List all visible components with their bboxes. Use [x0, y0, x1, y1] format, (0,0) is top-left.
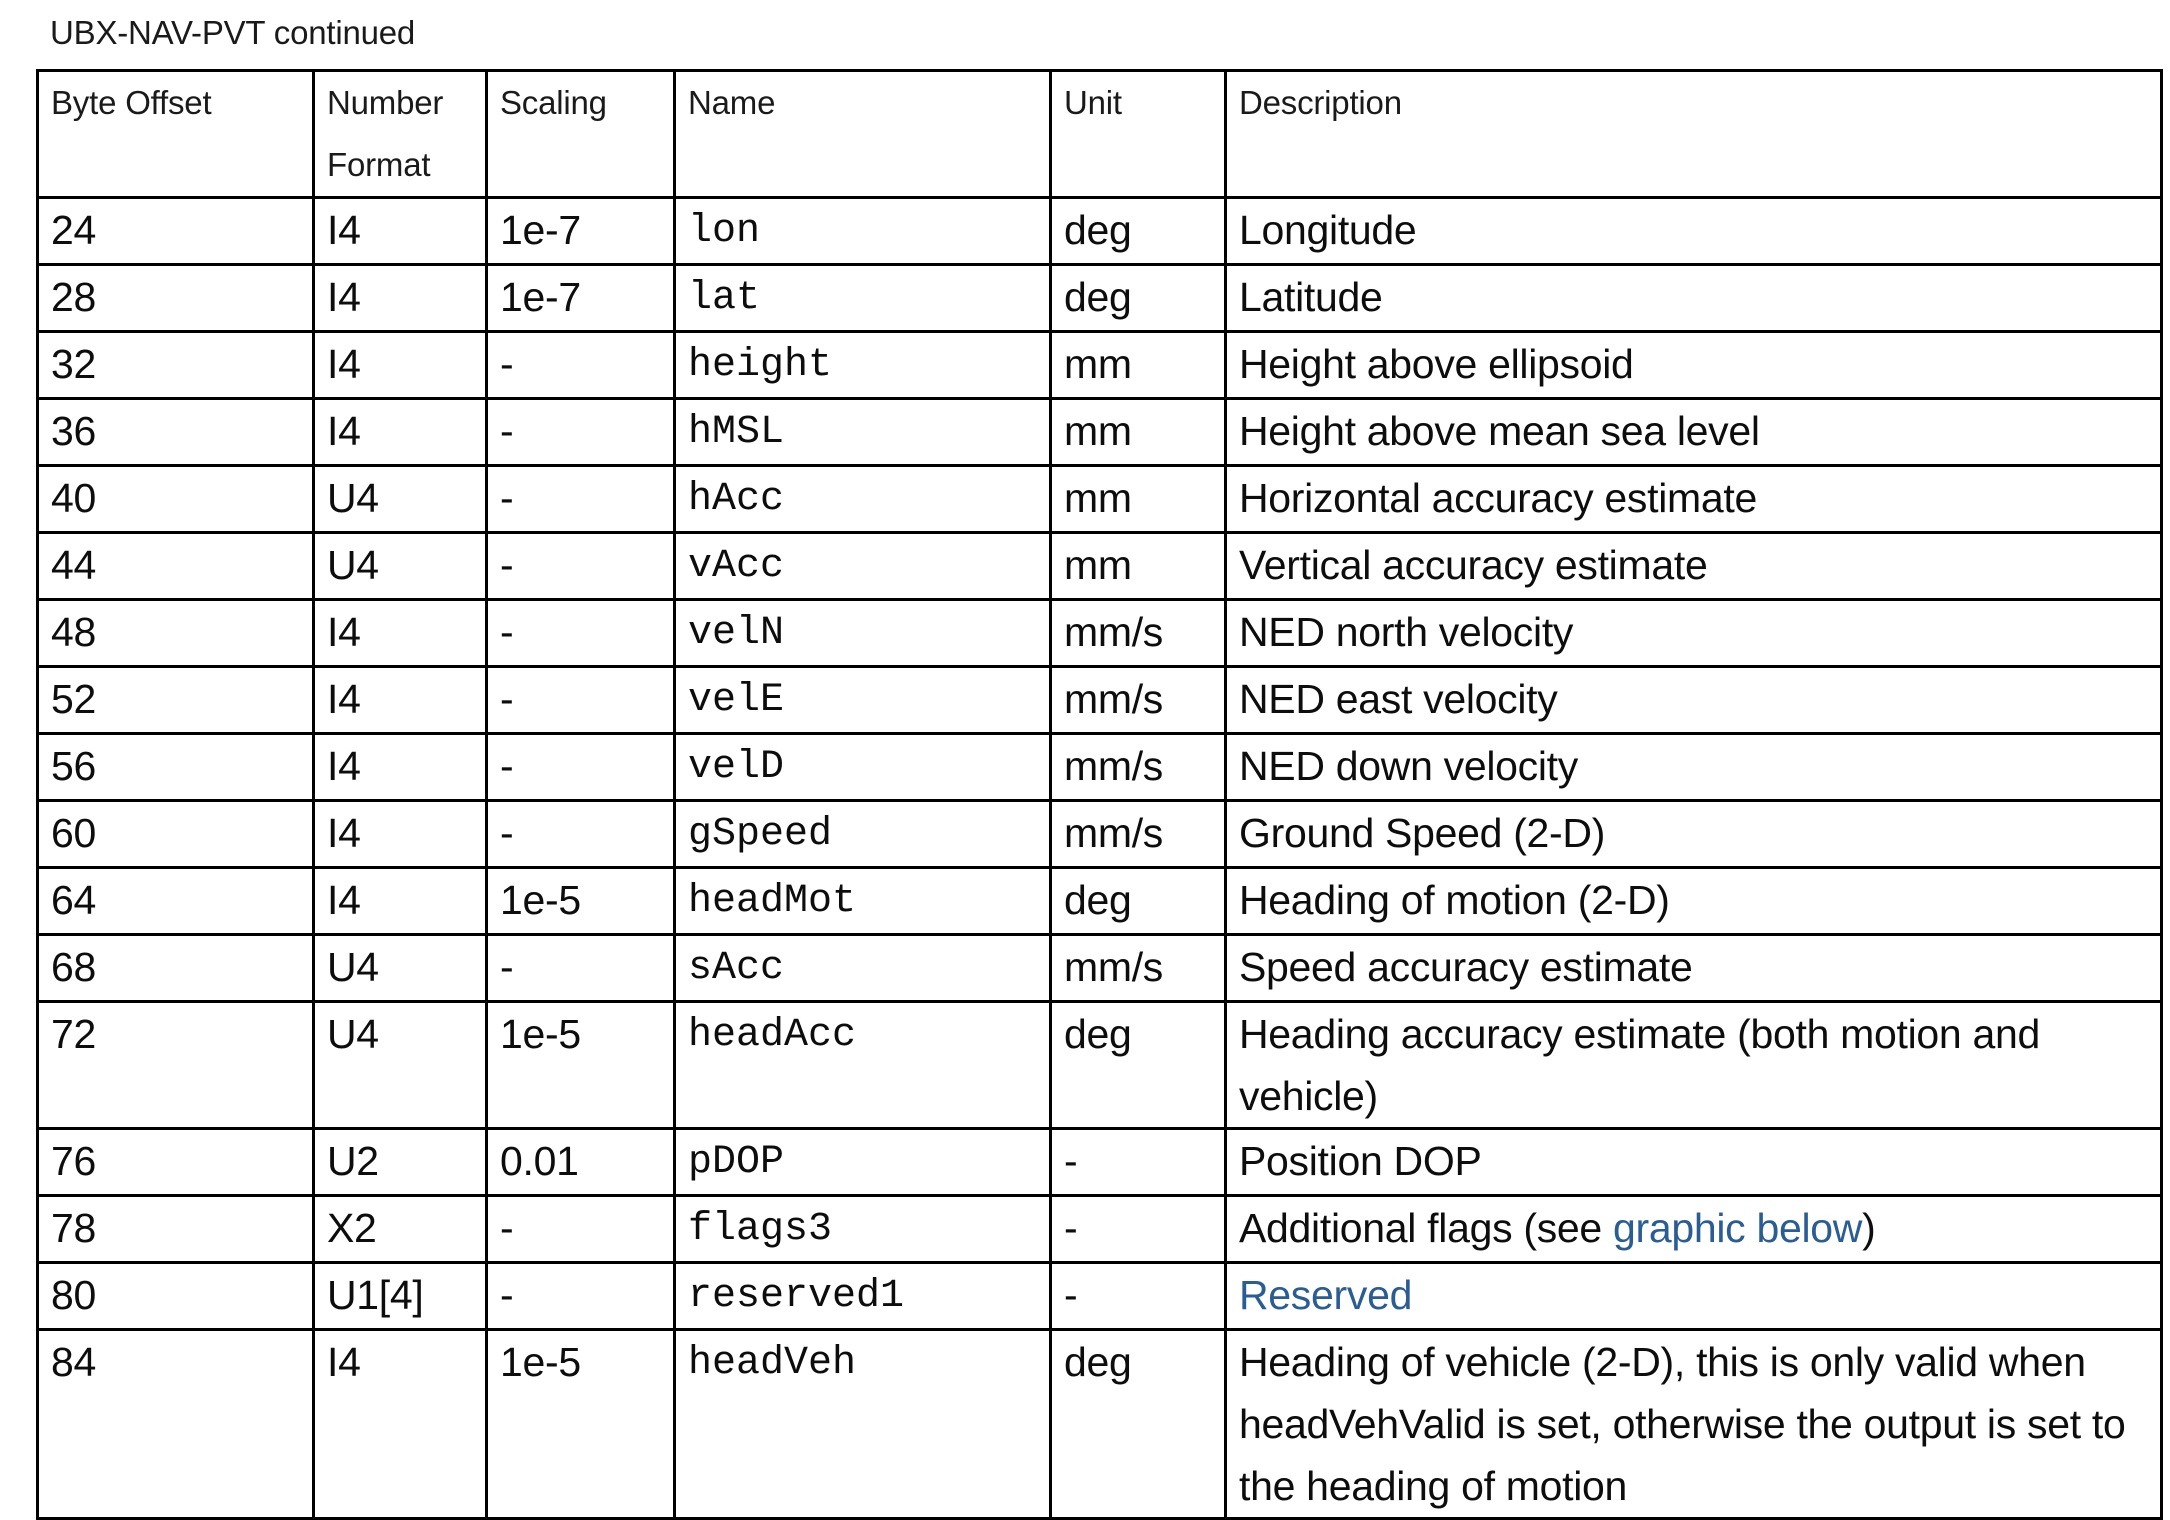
cell-number-format: I4 — [314, 198, 487, 265]
cell-field-name: hMSL — [675, 399, 1051, 466]
cell-number-format: I4 — [314, 868, 487, 935]
cell-number-format: I4 — [314, 1330, 487, 1519]
table-row — [38, 1263, 2162, 1330]
cell-unit: mm/s — [1051, 935, 1226, 1002]
cell-scaling: 1e-5 — [487, 1002, 675, 1129]
header-description: Description — [1226, 71, 2162, 198]
cell-description: Latitude — [1226, 265, 2162, 332]
cell-scaling: 0.01 — [487, 1129, 675, 1196]
cell-description: NED down velocity — [1226, 734, 2162, 801]
table-row — [38, 935, 2162, 1002]
description-link[interactable]: Reserved — [1239, 1272, 1413, 1318]
description-text: Additional flags (see — [1239, 1205, 1614, 1251]
cell-description: NED east velocity — [1226, 667, 2162, 734]
cell-field-name: velN — [675, 600, 1051, 667]
cell-unit: deg — [1051, 1330, 1226, 1519]
cell-scaling: - — [487, 935, 675, 1002]
cell-scaling: - — [487, 801, 675, 868]
cell-byte-offset: 36 — [38, 399, 314, 466]
table-row — [38, 1129, 2162, 1196]
cell-description: Heading of motion (2-D) — [1226, 868, 2162, 935]
cell-byte-offset: 56 — [38, 734, 314, 801]
header-number-format — [314, 71, 487, 198]
cell-unit: - — [1051, 1196, 1226, 1263]
cell-number-format: X2 — [314, 1196, 487, 1263]
cell-unit: mm — [1051, 466, 1226, 533]
cell-byte-offset: 64 — [38, 868, 314, 935]
cell-description: Vertical accuracy estimate — [1226, 533, 2162, 600]
cell-number-format: U4 — [314, 533, 487, 600]
cell-number-format: I4 — [314, 600, 487, 667]
cell-byte-offset: 32 — [38, 332, 314, 399]
cell-description: Speed accuracy estimate — [1226, 935, 2162, 1002]
cell-scaling: 1e-7 — [487, 265, 675, 332]
cell-unit: deg — [1051, 265, 1226, 332]
cell-description: Height above ellipsoid — [1226, 332, 2162, 399]
cell-unit: mm — [1051, 332, 1226, 399]
cell-unit: mm — [1051, 533, 1226, 600]
table-row — [38, 801, 2162, 868]
header-number-format-line2: Format — [327, 146, 431, 183]
cell-field-name: reserved1 — [675, 1263, 1051, 1330]
cell-field-name: sAcc — [675, 935, 1051, 1002]
header-scaling: Scaling — [487, 71, 675, 198]
cell-number-format: U1[4] — [314, 1263, 487, 1330]
cell-description — [1226, 1263, 2162, 1330]
cell-byte-offset: 68 — [38, 935, 314, 1002]
cell-number-format: I4 — [314, 667, 487, 734]
cell-number-format: U4 — [314, 1002, 487, 1129]
table-row — [38, 600, 2162, 667]
cell-scaling: - — [487, 399, 675, 466]
cell-scaling: - — [487, 734, 675, 801]
cell-unit: - — [1051, 1129, 1226, 1196]
cell-description: Ground Speed (2-D) — [1226, 801, 2162, 868]
table-row — [38, 198, 2162, 265]
cell-byte-offset: 40 — [38, 466, 314, 533]
cell-scaling: 1e-7 — [487, 198, 675, 265]
table-row — [38, 466, 2162, 533]
cell-unit: - — [1051, 1263, 1226, 1330]
cell-scaling: 1e-5 — [487, 1330, 675, 1519]
cell-unit: deg — [1051, 1002, 1226, 1129]
cell-number-format: I4 — [314, 399, 487, 466]
table-row — [38, 1196, 2162, 1263]
cell-description — [1226, 1196, 2162, 1263]
cell-byte-offset: 72 — [38, 1002, 314, 1129]
cell-byte-offset: 84 — [38, 1330, 314, 1519]
table-row — [38, 868, 2162, 935]
cell-description: Height above mean sea level — [1226, 399, 2162, 466]
cell-scaling: - — [487, 600, 675, 667]
cell-number-format: U4 — [314, 935, 487, 1002]
table-row — [38, 533, 2162, 600]
cell-field-name: gSpeed — [675, 801, 1051, 868]
cell-field-name: velE — [675, 667, 1051, 734]
header-number-format-line1: Number — [327, 84, 444, 121]
cell-unit: deg — [1051, 198, 1226, 265]
table-row — [38, 1330, 2162, 1519]
cell-number-format: I4 — [314, 801, 487, 868]
cell-description: Longitude — [1226, 198, 2162, 265]
cell-description: Horizontal accuracy estimate — [1226, 466, 2162, 533]
cell-unit: mm/s — [1051, 667, 1226, 734]
header-byte-offset: Byte Offset — [38, 71, 314, 198]
cell-number-format: U4 — [314, 466, 487, 533]
cell-unit: mm/s — [1051, 734, 1226, 801]
cell-field-name: headVeh — [675, 1330, 1051, 1519]
cell-description: Heading accuracy estimate (both motion and vehicle) — [1226, 1002, 2162, 1129]
cell-number-format: U2 — [314, 1129, 487, 1196]
table-row — [38, 332, 2162, 399]
cell-field-name: flags3 — [675, 1196, 1051, 1263]
description-link[interactable]: graphic below — [1613, 1205, 1863, 1251]
cell-field-name: lon — [675, 198, 1051, 265]
cell-field-name: lat — [675, 265, 1051, 332]
cell-field-name: headMot — [675, 868, 1051, 935]
cell-field-name: hAcc — [675, 466, 1051, 533]
table-row — [38, 667, 2162, 734]
cell-unit: mm/s — [1051, 600, 1226, 667]
table-row — [38, 265, 2162, 332]
cell-field-name: vAcc — [675, 533, 1051, 600]
cell-scaling: - — [487, 1196, 675, 1263]
table-row — [38, 399, 2162, 466]
cell-scaling: - — [487, 332, 675, 399]
message-field-table — [36, 69, 2163, 1520]
cell-byte-offset: 24 — [38, 198, 314, 265]
cell-byte-offset: 44 — [38, 533, 314, 600]
cell-number-format: I4 — [314, 734, 487, 801]
cell-byte-offset: 52 — [38, 667, 314, 734]
cell-unit: deg — [1051, 868, 1226, 935]
cell-scaling: - — [487, 667, 675, 734]
cell-field-name: pDOP — [675, 1129, 1051, 1196]
cell-scaling: - — [487, 533, 675, 600]
cell-scaling: 1e-5 — [487, 868, 675, 935]
header-name: Name — [675, 71, 1051, 198]
cell-number-format: I4 — [314, 332, 487, 399]
cell-byte-offset: 48 — [38, 600, 314, 667]
cell-description: NED north velocity — [1226, 600, 2162, 667]
page-title: UBX-NAV-PVT continued — [50, 14, 416, 51]
cell-field-name: velD — [675, 734, 1051, 801]
table-header-row — [38, 71, 2162, 198]
cell-byte-offset: 76 — [38, 1129, 314, 1196]
cell-description: Heading of vehicle (2-D), this is only valid when headVehValid is set, otherwise the output is set to the heading of motion — [1226, 1330, 2162, 1519]
cell-field-name: headAcc — [675, 1002, 1051, 1129]
cell-byte-offset: 28 — [38, 265, 314, 332]
cell-scaling: - — [487, 466, 675, 533]
cell-byte-offset: 78 — [38, 1196, 314, 1263]
cell-byte-offset: 80 — [38, 1263, 314, 1330]
table-row — [38, 1002, 2162, 1129]
table-row — [38, 734, 2162, 801]
cell-unit: mm/s — [1051, 801, 1226, 868]
cell-scaling: - — [487, 1263, 675, 1330]
cell-field-name: height — [675, 332, 1051, 399]
cell-number-format: I4 — [314, 265, 487, 332]
header-unit: Unit — [1051, 71, 1226, 198]
description-text: ) — [1862, 1205, 1876, 1251]
cell-description: Position DOP — [1226, 1129, 2162, 1196]
cell-byte-offset: 60 — [38, 801, 314, 868]
cell-unit: mm — [1051, 399, 1226, 466]
